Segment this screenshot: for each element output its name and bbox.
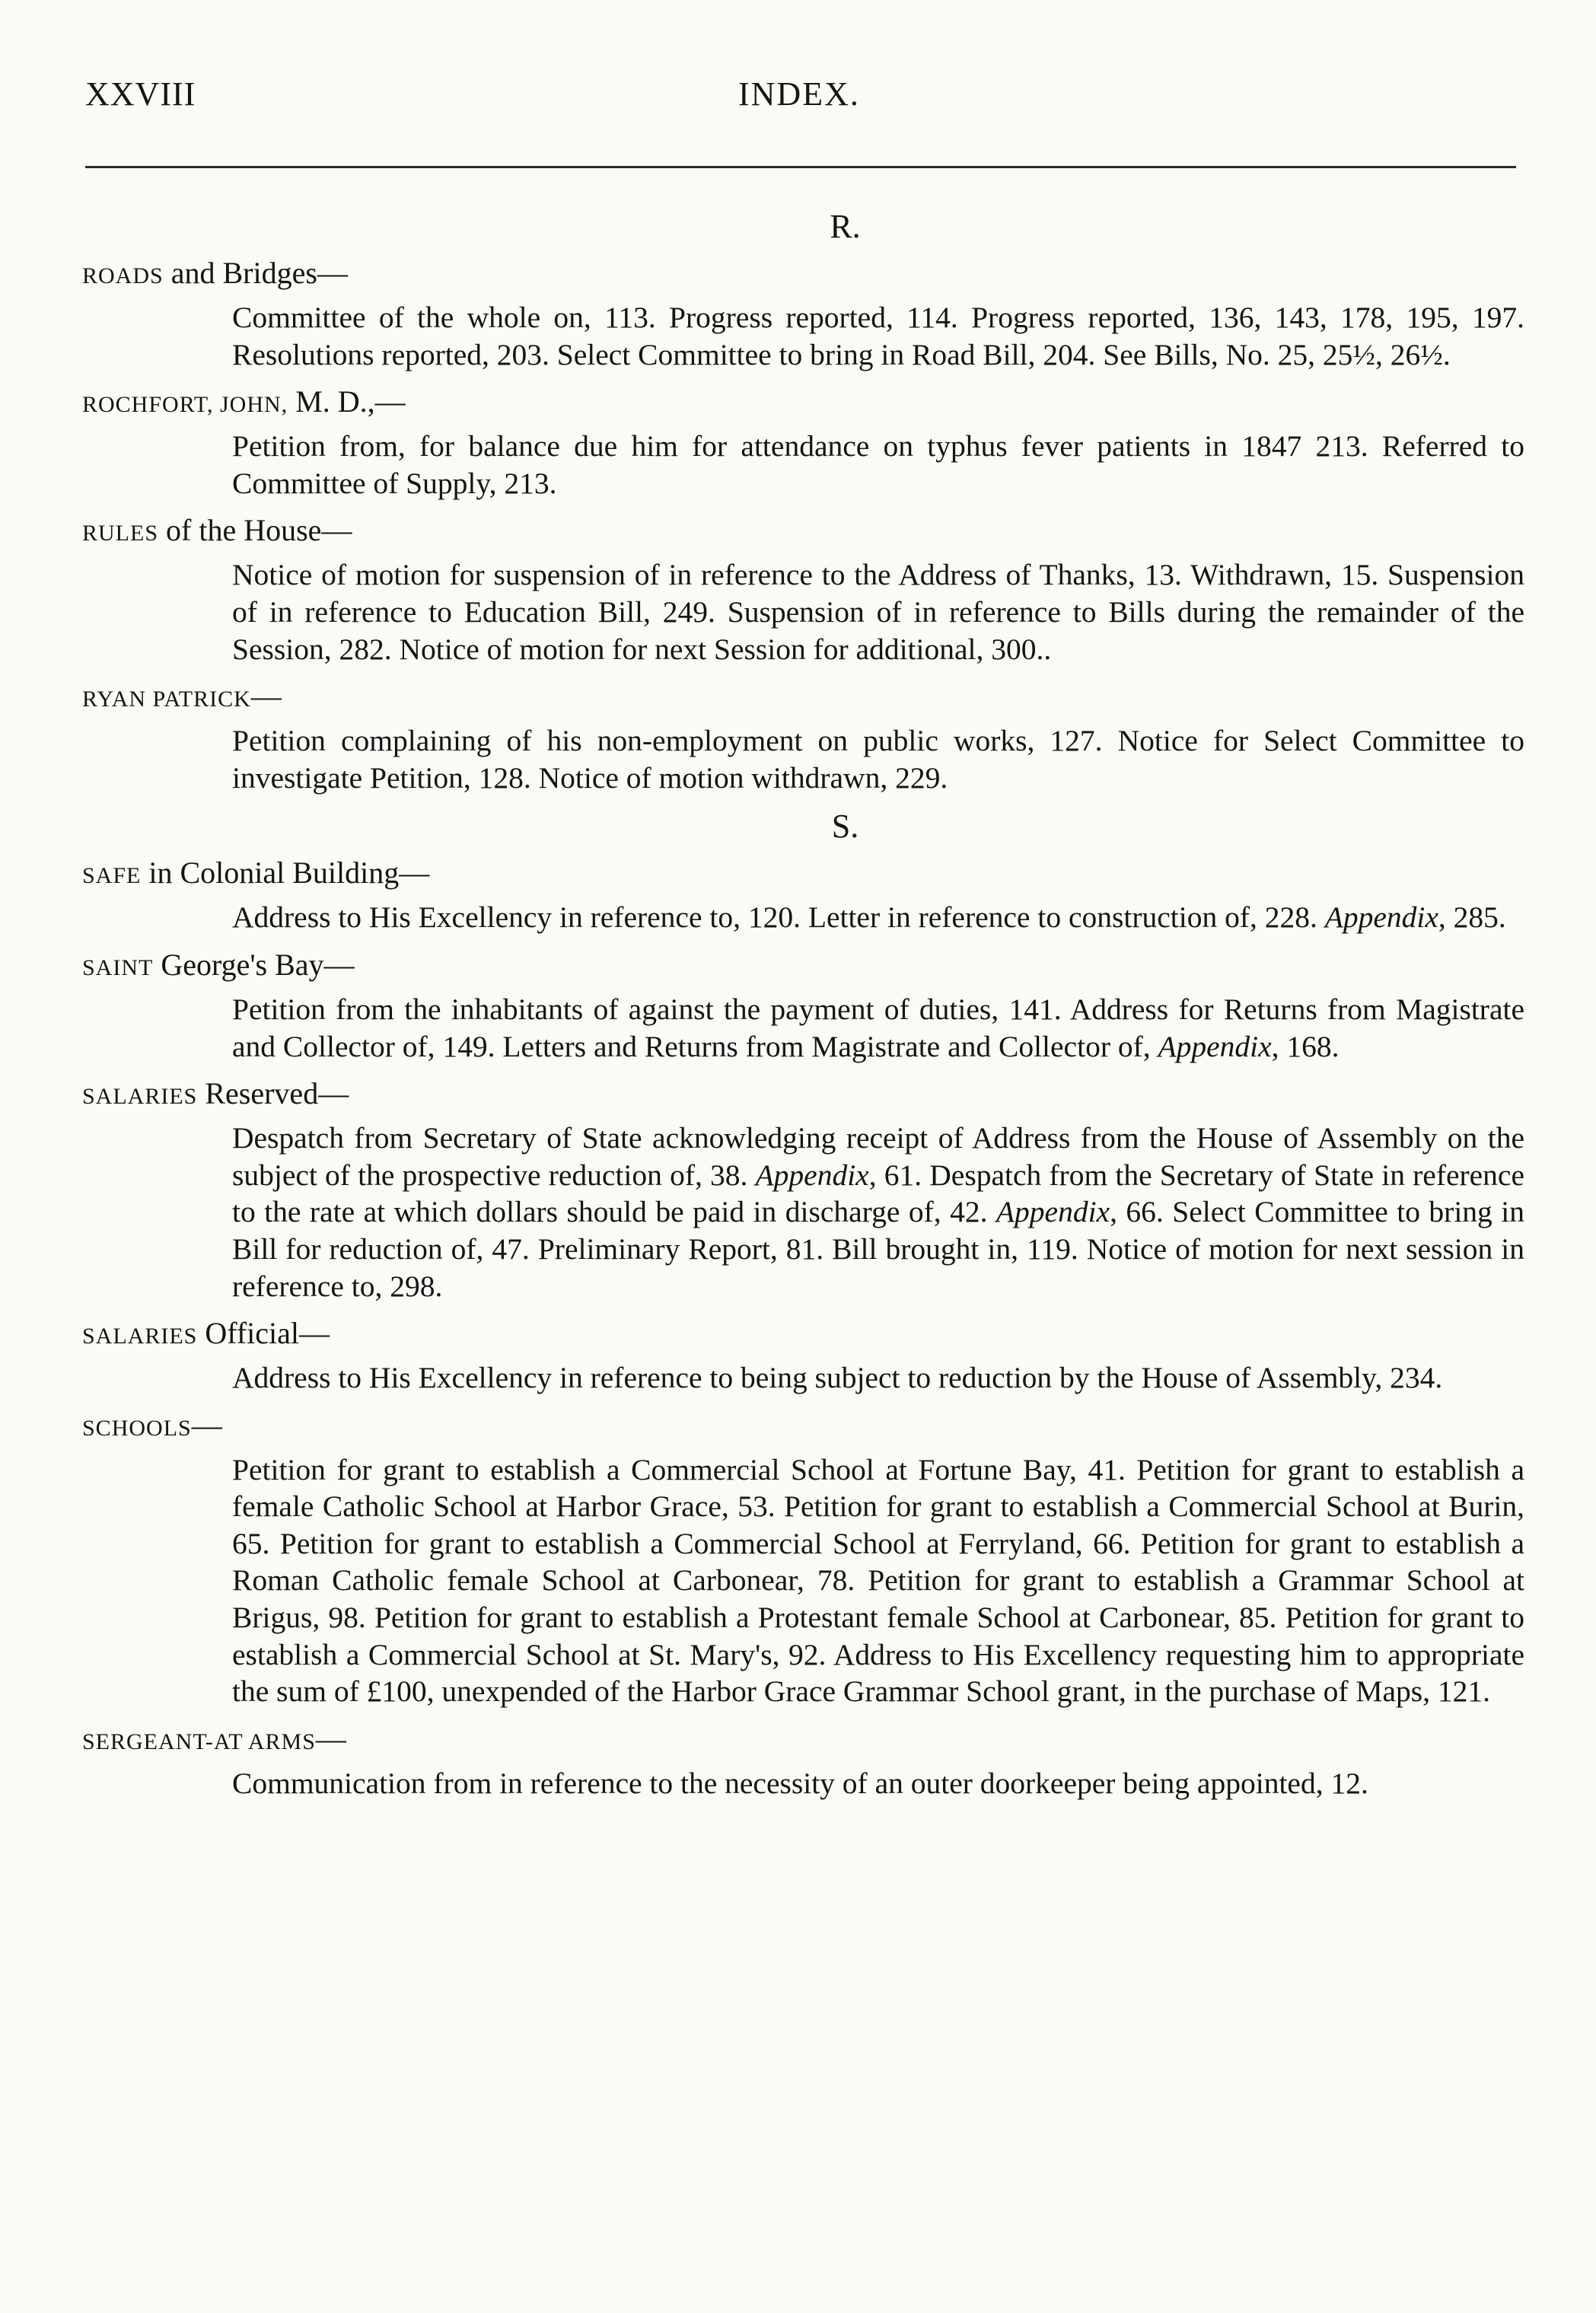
- appendix-ref: Appendix: [1158, 1029, 1272, 1063]
- section-letter: R.: [830, 208, 861, 245]
- entry-text: Communication from in reference to the necessity of an outer doorkeeper being appointed, 12.: [232, 1766, 1368, 1800]
- running-title: INDEX.: [738, 75, 860, 113]
- entry-heading: [82, 1075, 1524, 1115]
- entry-heading: [82, 947, 1524, 986]
- header-rule: [85, 166, 1516, 168]
- entry-text: Address to His Excellency in reference to being subject to reduction by the House of Assembly, 234.: [232, 1361, 1443, 1395]
- entry-heading-caps: SALARIES: [82, 1324, 198, 1349]
- index-entry: [82, 1721, 1524, 1802]
- entry-body: [232, 722, 1524, 796]
- entry-heading: [82, 255, 1524, 295]
- entry-heading-caps: SAFE: [82, 863, 142, 889]
- entry-heading-caps: RULES: [82, 521, 159, 546]
- entry-text: Petition from, for balance due him for attendance on typhus fever patients in 1847 213. Referred to Committee of Supply, 213.: [232, 429, 1524, 500]
- entry-body: [232, 1359, 1524, 1397]
- entry-body: [232, 428, 1524, 502]
- entry-text: Petition for grant to establish a Commercial School at Fortune Bay, 41. Petition for grant to establish a female Catholic School at Harbor Grace, 53. Petition for grant to establish a Commercial School at Burin, 65. Petition for grant to establish a Commercial School at Ferryland, 66. Petition for grant to establish a Roman Catholic female School at Carbonear, 78. Petition for grant to establish a Grammar School at Brigus, 98. Petition for grant to establish a Protestant female School at Carbonear, 85. Petition for grant to establish a Commercial School at St. Mary's, 92. Address to His Excellency requesting him to appropriate the sum of £100, unexpended of the Harbor Grace Grammar School grant, in the purchase of Maps, 121.: [232, 1452, 1524, 1709]
- index-entry: [82, 678, 1524, 796]
- entry-text: , 66. Select Committee to bring in Bill for reduction of, 47. Preliminary Report, 81. Bill brought in, 119. Notice of motion for next session in reference to, 298.: [232, 1195, 1524, 1303]
- entry-body: [232, 299, 1524, 373]
- entry-heading: [82, 678, 1524, 718]
- appendix-ref: Appendix: [996, 1195, 1110, 1229]
- entry-heading: [82, 1407, 1524, 1447]
- page-header: [85, 75, 1516, 120]
- entry-heading: [82, 855, 1524, 894]
- entry-heading-caps: RYAN PATRICK: [82, 687, 251, 712]
- index-entry: [82, 512, 1524, 667]
- entry-text: , 285.: [1438, 900, 1506, 935]
- entry-body: [232, 899, 1524, 936]
- section-letter: S.: [831, 808, 859, 846]
- appendix-ref: Appendix: [755, 1158, 869, 1192]
- entry-body: [232, 991, 1524, 1065]
- entry-heading-rest: M. D.,—: [288, 384, 406, 419]
- entry-text: Petition from the inhabitants of against the payment of duties, 141. Address for Returns from Magistrate and Collector of, 149. Letters and Returns from Magistrate and Collector of,: [232, 992, 1524, 1063]
- entry-heading-rest: of the House—: [158, 513, 352, 548]
- entry-heading-rest: —: [315, 1721, 346, 1756]
- entry-heading: [82, 384, 1524, 423]
- index-entry: [82, 855, 1524, 936]
- entry-heading-caps: ROCHFORT, JOHN,: [82, 392, 288, 418]
- page-number: XXVIII: [85, 75, 196, 113]
- entry-body: [232, 1120, 1524, 1305]
- index-entry: [82, 1407, 1524, 1710]
- entry-text: Petition complaining of his non-employment on public works, 127. Notice for Select Committee to investigate Petition, 128. Notice of motion withdrawn, 229.: [232, 724, 1524, 795]
- appendix-ref: Appendix: [1324, 900, 1438, 935]
- entry-heading-rest: George's Bay—: [153, 947, 355, 982]
- entry-heading: [82, 1721, 1524, 1760]
- entry-heading-rest: in Colonial Building—: [141, 855, 430, 890]
- entry-heading-caps: ROADS: [82, 263, 164, 288]
- entry-heading-caps: SERGEANT-AT ARMS: [82, 1728, 316, 1754]
- entry-heading-caps: SCHOOLS: [82, 1415, 192, 1441]
- entry-body: [232, 1451, 1524, 1710]
- entry-heading-rest: Official—: [197, 1316, 330, 1351]
- index-entry: [82, 1315, 1524, 1397]
- entry-heading: [82, 1315, 1524, 1355]
- entry-heading-caps: SAINT: [82, 954, 154, 980]
- index-entry: [82, 947, 1524, 1065]
- entry-body: [232, 1765, 1524, 1802]
- entry-text: , 61. Despatch from the Secretary of State in reference to the rate at which dollars should be paid in discharge of, 42.: [232, 1158, 1524, 1229]
- entry-heading-rest: and Bridges—: [163, 256, 348, 290]
- entry-heading-rest: Reserved—: [197, 1076, 349, 1111]
- index-entry: [82, 384, 1524, 502]
- entry-text: Notice of motion for suspension of in reference to the Address of Thanks, 13. Withdrawn, 15. Suspension of in reference to Education Bill, 249. Suspension of in reference to Bills during the remainder of the Session, 282. Notice of motion for next Session for additional, 300..: [232, 558, 1524, 666]
- index-entry: [82, 1075, 1524, 1305]
- entry-text: , 168.: [1271, 1029, 1340, 1063]
- entry-heading-rest: —: [191, 1407, 222, 1442]
- entry-body: [232, 556, 1524, 667]
- entry-text: Address to His Excellency in reference to, 120. Letter in reference to construction of, 228.: [232, 900, 1325, 935]
- entry-text: Committee of the whole on, 113. Progress reported, 114. Progress reported, 136, 143, 178, 195, 197. Resolutions reported, 203. Select Committee to bring in Road Bill, 204. See Bills, No. 25, 25½, 26½.: [232, 301, 1524, 371]
- entry-heading: [82, 512, 1524, 552]
- index-content: [82, 207, 1524, 1812]
- entry-text: Despatch from Secretary of State acknowledging receipt of Address from the House of Assembly on the subject of the prospective reduction of, 38.: [232, 1121, 1524, 1192]
- index-entry: [82, 255, 1524, 373]
- entry-heading-caps: SALARIES: [82, 1084, 198, 1110]
- entry-heading-rest: —: [250, 679, 282, 714]
